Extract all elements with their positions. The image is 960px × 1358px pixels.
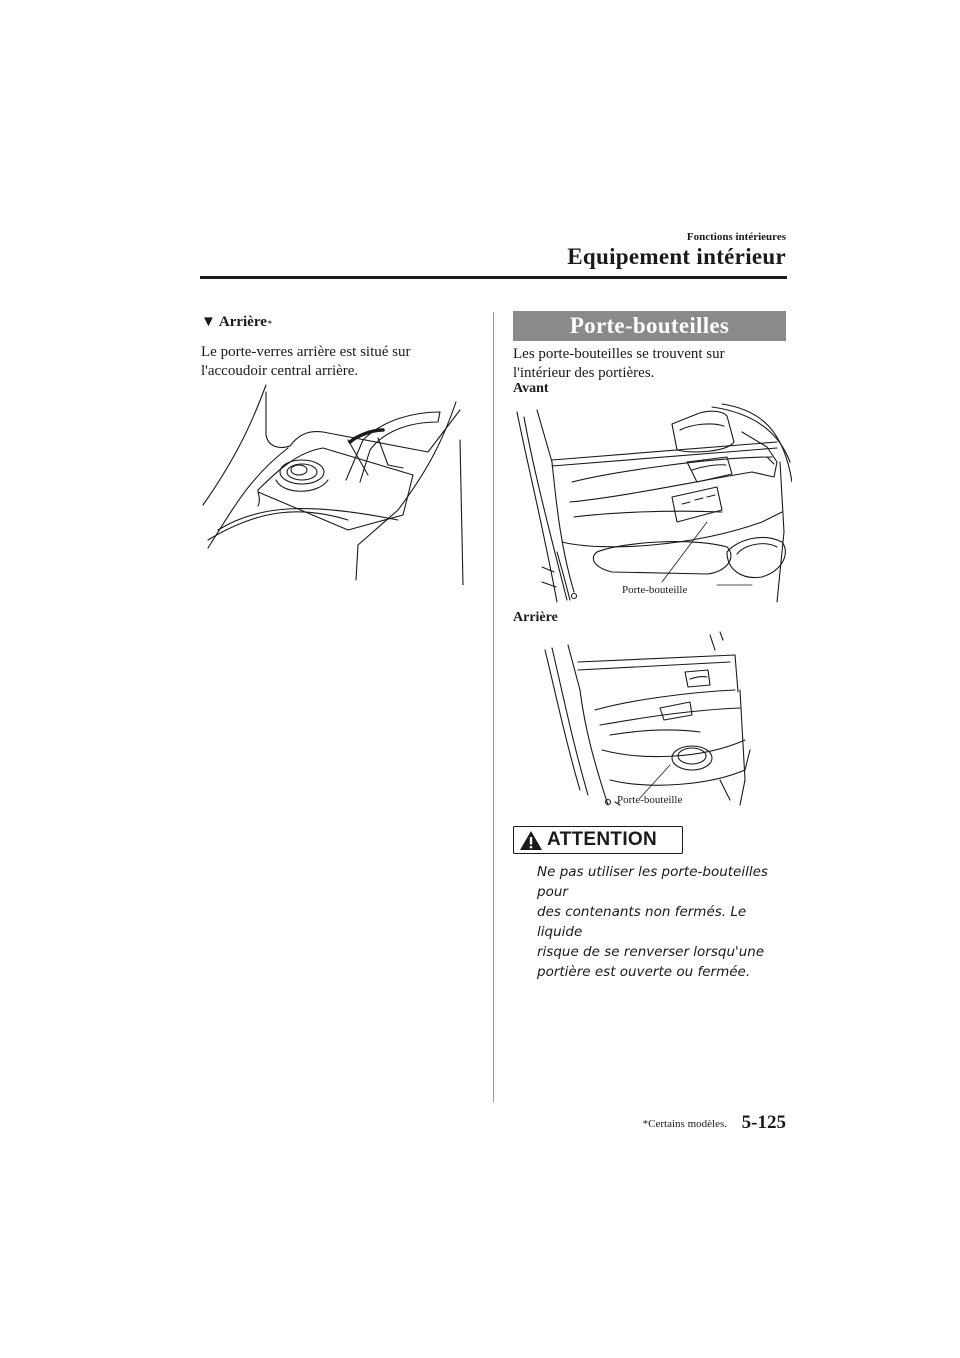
front-bottle-holder-callout: Porte-bouteille bbox=[622, 584, 688, 596]
front-door-illustration bbox=[512, 402, 792, 607]
triangle-bullet-icon: ▼ bbox=[201, 314, 216, 330]
armrest-cupholder-illustration bbox=[198, 380, 468, 585]
paragraph-line: l'accoudoir central arrière. bbox=[201, 363, 359, 379]
column-divider bbox=[493, 312, 494, 1102]
attention-box bbox=[513, 826, 683, 854]
heading-asterisk: * bbox=[267, 319, 272, 328]
paragraph-line: Les porte-bouteilles se trouvent sur bbox=[513, 346, 725, 362]
heading-text: Arrière bbox=[218, 314, 267, 330]
attention-line: des contenants non fermés. Le liquide bbox=[537, 904, 747, 940]
attention-line: portière est ouverte ou fermée. bbox=[537, 964, 751, 980]
warning-triangle-icon bbox=[519, 830, 543, 851]
rear-cupholder-heading bbox=[201, 314, 272, 331]
bottle-holders-banner: Porte-bouteilles bbox=[513, 311, 786, 341]
paragraph-line: l'intérieur des portières. bbox=[513, 365, 655, 381]
attention-label: ATTENTION bbox=[547, 829, 658, 850]
section-name: Fonctions intérieures bbox=[686, 231, 786, 243]
rear-door-label: Arrière bbox=[513, 610, 558, 625]
bottle-holders-paragraph bbox=[513, 345, 725, 383]
page-title: Equipement intérieur bbox=[567, 244, 786, 269]
attention-line: risque de se renverser lorsqu'une bbox=[537, 944, 765, 960]
page-number: 5-125 bbox=[741, 1112, 786, 1133]
front-door-label: Avant bbox=[513, 381, 549, 396]
rear-door-illustration bbox=[540, 630, 765, 815]
attention-text bbox=[537, 862, 789, 982]
rear-bottle-holder-callout: Porte-bouteille bbox=[617, 794, 683, 806]
paragraph-line: Le porte-verres arrière est situé sur bbox=[201, 344, 411, 360]
footnote: *Certains modèles. bbox=[642, 1118, 727, 1130]
rear-cupholder-paragraph bbox=[201, 343, 410, 381]
header-rule bbox=[200, 276, 787, 279]
attention-line: Ne pas utiliser les porte-bouteilles pour bbox=[537, 864, 768, 900]
